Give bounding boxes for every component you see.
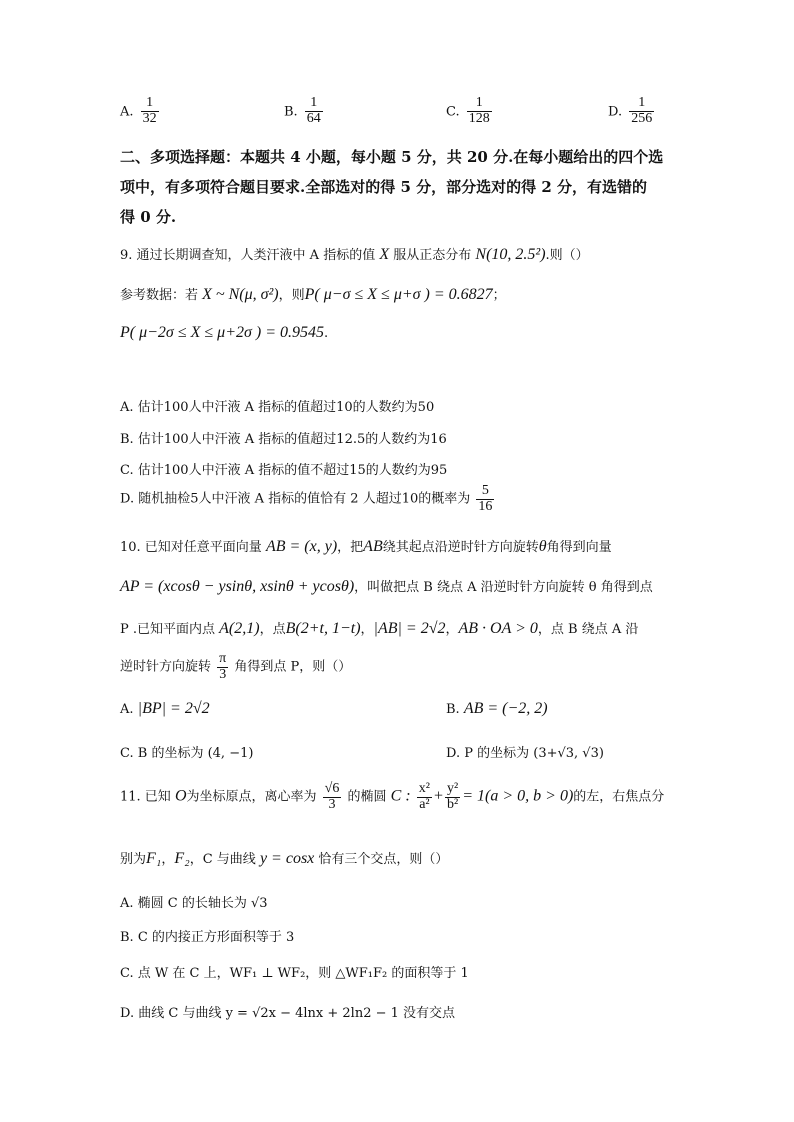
q10-option-a: A. |BP| = 2√2	[120, 700, 210, 717]
theta: θ	[538, 538, 547, 555]
option-label: B.	[284, 104, 298, 120]
option-label: C.	[446, 104, 460, 120]
section2-line3: 得 0 分.	[120, 208, 177, 226]
q10-option-d: D. P 的坐标为 (3+√3, √3)	[446, 746, 604, 761]
q9-option-b: B. 估计100人中汗液 A 指标的值超过12.5的人数约为16	[120, 432, 447, 447]
var-x: X	[379, 246, 390, 263]
fraction-pi-3: $\frac{\pi}{3}$	[219, 651, 227, 682]
section2-line2: 项中，有多项符合题目要求.全部选对的得 5 分，部分选对的得 2 分，有选错的	[120, 178, 647, 196]
option-label: A.	[120, 104, 134, 120]
q10-line3: P .已知平面内点 A(2,1)，点B(2+t, 1−t)，|AB| = 2√2，AB · OA > 0，点 B 绕点 A 沿	[120, 620, 639, 637]
q10-line1: 10. 已知对任意平面向量 AB = (x, y)，把AB绕其起点沿逆时针方向旋转θ角得到向量	[120, 538, 612, 555]
q11-option-a: A. 椭圆 C 的长轴长为 √3	[120, 896, 268, 911]
q8-option-b	[284, 96, 325, 126]
q9-stem: 9. 通过长期调查知，人类汗液中 A 指标的值 X 服从正态分布 N(10, 2.5²).则（）	[120, 246, 589, 263]
q9-option-a: A. 估计100人中汗液 A 指标的值超过10的人数约为50	[120, 400, 435, 415]
eccentricity-fraction: $\frac{√6}{3}$	[324, 781, 340, 812]
q9-option-d: D. 随机抽检5人中汗液 A 指标的值恰有 2 人超过10的概率为 $\frac{5}{16}$	[120, 483, 493, 514]
fraction: $\frac{1}{128}$	[468, 95, 490, 126]
q11-line1: 11. 已知 O为坐标原点，离心率为 $\frac{√6}{3}$ 的椭圆 C : $\frac{\text{x²}}{\text{a²}}$ + $\frac{\text{y²}}{\text{b²}}$ = 1(a > 0, b > 0)的左，右焦点分	[120, 781, 665, 812]
q11-option-b: B. C 的内接正方形面积等于 3	[120, 930, 295, 945]
q9-ref-line1: 参考数据：若 X ~ N(μ, σ²)，则P( μ−σ ≤ X ≤ μ+σ ) = 0.6827；	[120, 286, 506, 303]
normal-dist: N(10, 2.5²)	[475, 246, 546, 263]
fraction: $\frac{1}{64}$	[306, 95, 321, 126]
q10-option-b: B. AB = (−2, 2)	[446, 700, 548, 717]
fraction: $\frac{1}{32}$	[142, 95, 157, 126]
q9-ref-line2: P( μ−2σ ≤ X ≤ μ+2σ ) = 0.9545.	[120, 324, 329, 341]
option-label: D.	[608, 104, 623, 120]
fraction: $\frac{1}{256}$	[631, 95, 653, 126]
q10-line4: 逆时针方向旋转 $\frac{\pi}{3}$ 角得到点 P，则（）	[120, 651, 352, 682]
q8-option-a	[120, 96, 161, 126]
q8-option-c	[446, 96, 494, 126]
x-over-a: $\frac{\text{x²}}{\text{a²}}$	[418, 781, 430, 812]
q10-line2: AP = (xcosθ − ysinθ, xsinθ + ycosθ)，叫做把点 B 绕点 A 沿逆时针方向旋转 θ 角得到点	[120, 578, 653, 595]
q11-option-d: D. 曲线 C 与曲线 y = √2x − 4lnx + 2ln2 − 1 没有交点	[120, 1006, 456, 1021]
section2-line1: 二、多项选择题：本题共 4 小题，每小题 5 分，共 20 分.在每小题给出的四个选	[120, 148, 664, 166]
q11-option-c: C. 点 W 在 C 上，WF₁ ⊥ WF₂，则 △WF₁F₂ 的面积等于 1	[120, 966, 469, 981]
vector-ab-short: AB	[363, 538, 383, 555]
y-over-b: $\frac{\text{y²}}{\text{b²}}$	[447, 781, 459, 812]
vector-ap: AP = (xcosθ − ysinθ, xsinθ + ycosθ)	[120, 578, 355, 595]
q11-line2: 别为F₁，F₂，C 与曲线 y = cosx 恰有三个交点，则（）	[120, 850, 449, 867]
q8-option-d	[608, 96, 656, 126]
q10-option-c: C. B 的坐标为 (4, −1)	[120, 746, 254, 761]
fraction: $\frac{5}{16}$	[478, 483, 493, 514]
q9-option-c: C. 估计100人中汗液 A 指标的值不超过15的人数约为95	[120, 463, 448, 478]
vector-ab: AB = (x, y)	[265, 538, 338, 555]
